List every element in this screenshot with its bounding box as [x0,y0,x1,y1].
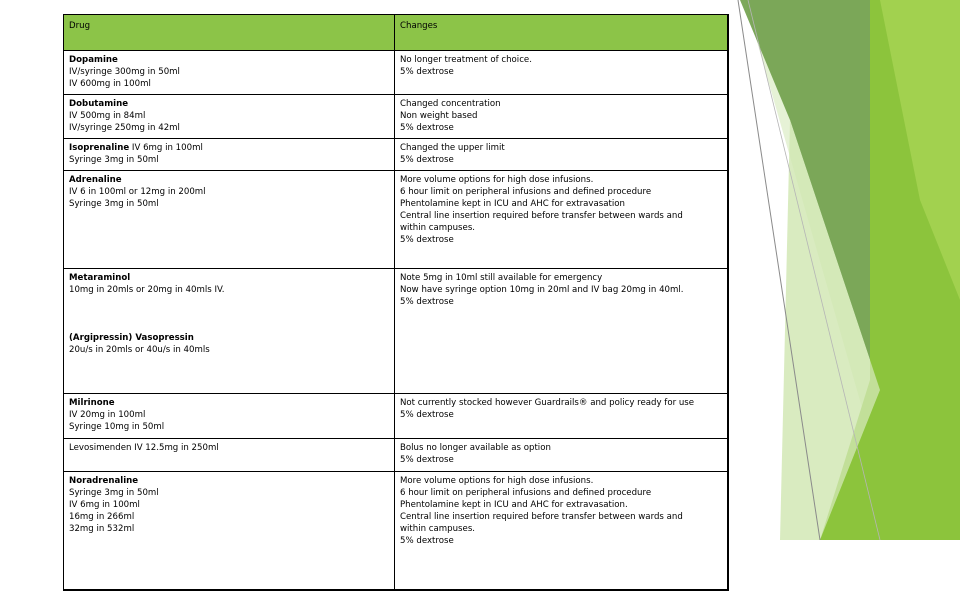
drug-detail-line: Syringe 3mg in 50ml [69,155,159,165]
drug-title-line [69,397,389,409]
drug-detail-line: Syringe 3mg in 50ml [69,488,159,498]
change-line: 5% dextrose [400,235,454,245]
changes-cell [395,472,728,590]
drug-detail-line: Syringe 3mg in 50ml [69,199,159,209]
drug-title-line [69,54,389,66]
table-header-row [64,15,728,51]
changes-cell [395,439,728,472]
changes-cell [395,171,728,269]
drug-detail-line: 32mg in 532ml [69,524,135,534]
change-line: within campuses. [400,524,476,534]
drug-detail-line: IV 500mg in 84ml [69,111,146,121]
drug-title-line [69,98,389,110]
change-line: Changed concentration [400,99,501,109]
drug-detail-line: IV/syringe 250mg in 42ml [69,123,180,133]
change-line: Central line insertion required before transfer between wards and [400,512,683,522]
header-changes: Changes [395,15,728,51]
drug-name: Adrenaline [69,175,122,185]
changes-cell [395,51,728,95]
change-line: No longer treatment of choice. [400,55,532,65]
drug-name: Isoprenaline [69,143,130,153]
drug-detail-line [69,320,389,332]
drug-title-line [69,442,389,454]
change-line: Note 5mg in 10ml still available for emergency [400,273,603,283]
change-line: Central line insertion required before transfer between wards and [400,211,683,221]
drug-detail-line: IV 6mg in 100ml [69,500,140,510]
change-line: 5% dextrose [400,410,454,420]
change-line: More volume options for high dose infusions. [400,175,594,185]
drug-name: Dobutamine [69,99,129,109]
drug-title-line [69,272,389,284]
drug-detail-line: IV/syringe 300mg in 50ml [69,67,180,77]
drug-cell [64,139,395,171]
drug-cell [64,394,395,439]
change-line: within campuses. [400,223,476,233]
change-line: 6 hour limit on peripheral infusions and defined procedure [400,187,652,197]
change-line: Not currently stocked however Guardrails® and policy ready for use [400,398,695,408]
drug-name: Metaraminol [69,273,131,283]
drug-title-line [69,475,389,487]
header-drug: Drug [64,15,395,51]
table-row [64,95,728,139]
drug-inline-detail: IV 6mg in 100ml [129,143,203,153]
drug-detail-line [69,296,389,308]
change-line: Phentolamine kept in ICU and AHC for extravasation. [400,500,628,510]
drug-cell [64,439,395,472]
change-line: 5% dextrose [400,536,454,546]
change-line: 5% dextrose [400,155,454,165]
change-line: Changed the upper limit [400,143,505,153]
drug-detail-line [69,308,389,320]
changes-cell [395,95,728,139]
change-line: More volume options for high dose infusions. [400,476,594,486]
drug-cell [64,269,395,394]
table-row [64,439,728,472]
drug-cell [64,95,395,139]
drug-detail-line: 16mg in 266ml [69,512,135,522]
drug-detail-line: IV 600mg in 100ml [69,79,151,89]
table-row [64,394,728,439]
change-line: 5% dextrose [400,455,454,465]
drug-cell [64,472,395,590]
change-line: 6 hour limit on peripheral infusions and defined procedure [400,488,652,498]
drug-detail-line: 20u/s in 20mls or 40u/s in 40mls [69,345,210,355]
drug-detail-line: IV 20mg in 100ml [69,410,146,420]
changes-cell [395,394,728,439]
table-row [64,139,728,171]
drug-title-line [69,142,389,154]
change-line: Now have syringe option 10mg in 20ml and IV bag 20mg in 40ml. [400,285,684,295]
drug-detail-line: (Argipressin) Vasopressin [69,333,194,343]
drug-detail-line: Syringe 10mg in 50ml [69,422,165,432]
drug-name: Noradrenaline [69,476,139,486]
drug-inline-detail: Levosimenden IV 12.5mg in 250ml [69,443,219,453]
change-line: 5% dextrose [400,67,454,77]
drug-detail-line: 10mg in 20mls or 20mg in 40mls IV. [69,285,225,295]
change-line: Non weight based [400,111,478,121]
change-line: 5% dextrose [400,123,454,133]
table-row [64,269,728,394]
drug-detail-line: IV 6 in 100ml or 12mg in 200ml [69,187,206,197]
drug-title-line [69,174,389,186]
drug-changes-table [63,14,729,591]
drug-cell [64,51,395,95]
table-row [64,171,728,269]
drug-name: Milrinone [69,398,115,408]
table-row [64,472,728,590]
table-row [64,51,728,95]
change-line: 5% dextrose [400,297,454,307]
change-line: Phentolamine kept in ICU and AHC for extravasation [400,199,625,209]
drug-name: Dopamine [69,55,118,65]
change-line: Bolus no longer available as option [400,443,551,453]
drug-cell [64,171,395,269]
changes-cell [395,139,728,171]
changes-cell [395,269,728,394]
